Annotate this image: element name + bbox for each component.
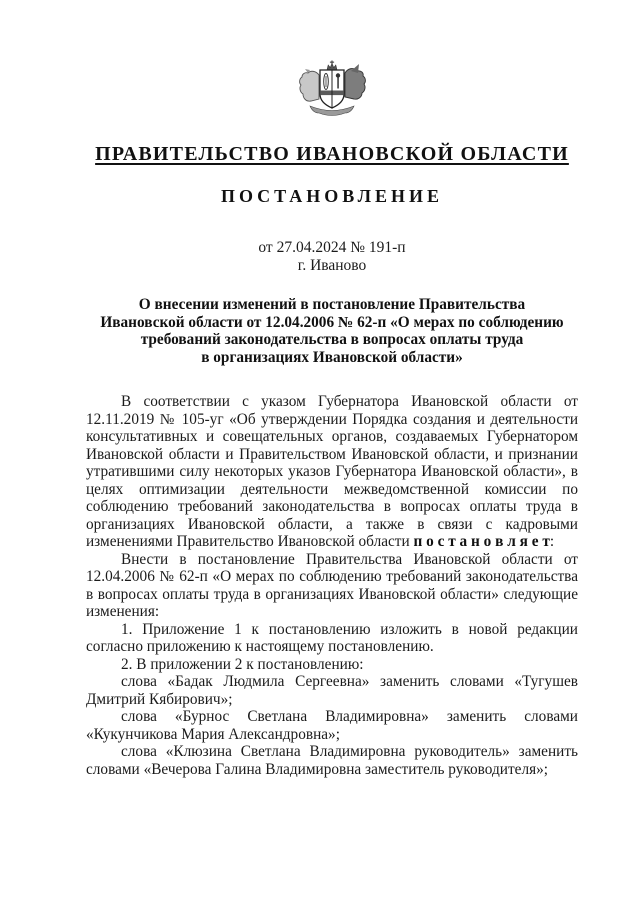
body-paragraph — [86, 656, 578, 674]
body-paragraph — [86, 551, 578, 621]
doc-title-line: требований законодательства в вопросах оплаты труда — [140, 331, 524, 348]
paragraph-text: слова «Бадак Людмила Сергеевна» заменить словами «Тугушев Дмитрий Кябирович»; — [86, 673, 578, 708]
doc-title-line: в организациях Ивановской области» — [201, 348, 463, 366]
document-body — [86, 393, 578, 778]
document-title — [86, 296, 578, 366]
authority-title: ПРАВИТЕЛЬСТВО ИВАНОВСКОЙ ОБЛАСТИ — [95, 143, 569, 165]
body-paragraph — [86, 393, 578, 551]
paragraph-text: слова «Клюзина Светлана Владимировна руководитель» заменить словами «Вечерова Галина Владимировна заместитель руководителя»; — [86, 743, 578, 778]
body-paragraph — [86, 621, 578, 656]
paragraph-text: Внести в постановление Правительства Ивановской области от 12.04.2006 № 62-п «О мерах по соблюдению требований законодательства в вопросах оплаты труда в организациях Ивановской области» следующие изменения: — [86, 550, 578, 620]
emphasized-text: п о с т а н о в л я е т — [413, 533, 550, 550]
doc-title-line: Ивановской области от 12.04.2006 № 62-п «О мерах по соблюдению — [100, 313, 564, 331]
document-type-heading: ПОСТАНОВЛЕНИЕ — [220, 186, 444, 206]
document-content — [86, 0, 578, 778]
paragraph-text: 2. В приложении 2 к постановлению: — [121, 655, 364, 673]
place-line: г. Иваново — [297, 257, 367, 274]
paragraph-text: В соответствии с указом Губернатора Ивановской области от 12.11.2019 № 105-уг «Об утверждении Порядка создания и деятельности консультативных и совещательных органов, создаваемых Губернатором Ивановской области и Правительством Ивановской области, и признании утратившими силу некоторых указов Губернатора Ивановской области», в целях оптимизации деятельности межведомственной комиссии по соблюдению требований законодательства в вопросах оплаты труда в организациях Ивановской области, а также в связи с кадровыми изменениями Правительство Ивановской области — [86, 393, 578, 550]
date-number-line: от 27.04.2024 № 191-п — [258, 239, 406, 256]
paragraph-text: 1. Приложение 1 к постановлению изложить в новой редакции согласно приложению к настоящему постановлению. — [86, 620, 578, 655]
paragraph-text: слова «Бурнос Светлана Владимировна» заменить словами «Кукунчикова Мария Александровна»; — [86, 708, 578, 743]
body-paragraph — [86, 743, 578, 778]
body-paragraph — [86, 673, 578, 708]
paragraph-text: : — [549, 533, 555, 550]
emblem-container — [86, 60, 578, 125]
coat-of-arms-icon — [295, 60, 369, 125]
doc-title-line: О внесении изменений в постановление Правительства — [138, 296, 526, 313]
body-paragraph — [86, 708, 578, 743]
